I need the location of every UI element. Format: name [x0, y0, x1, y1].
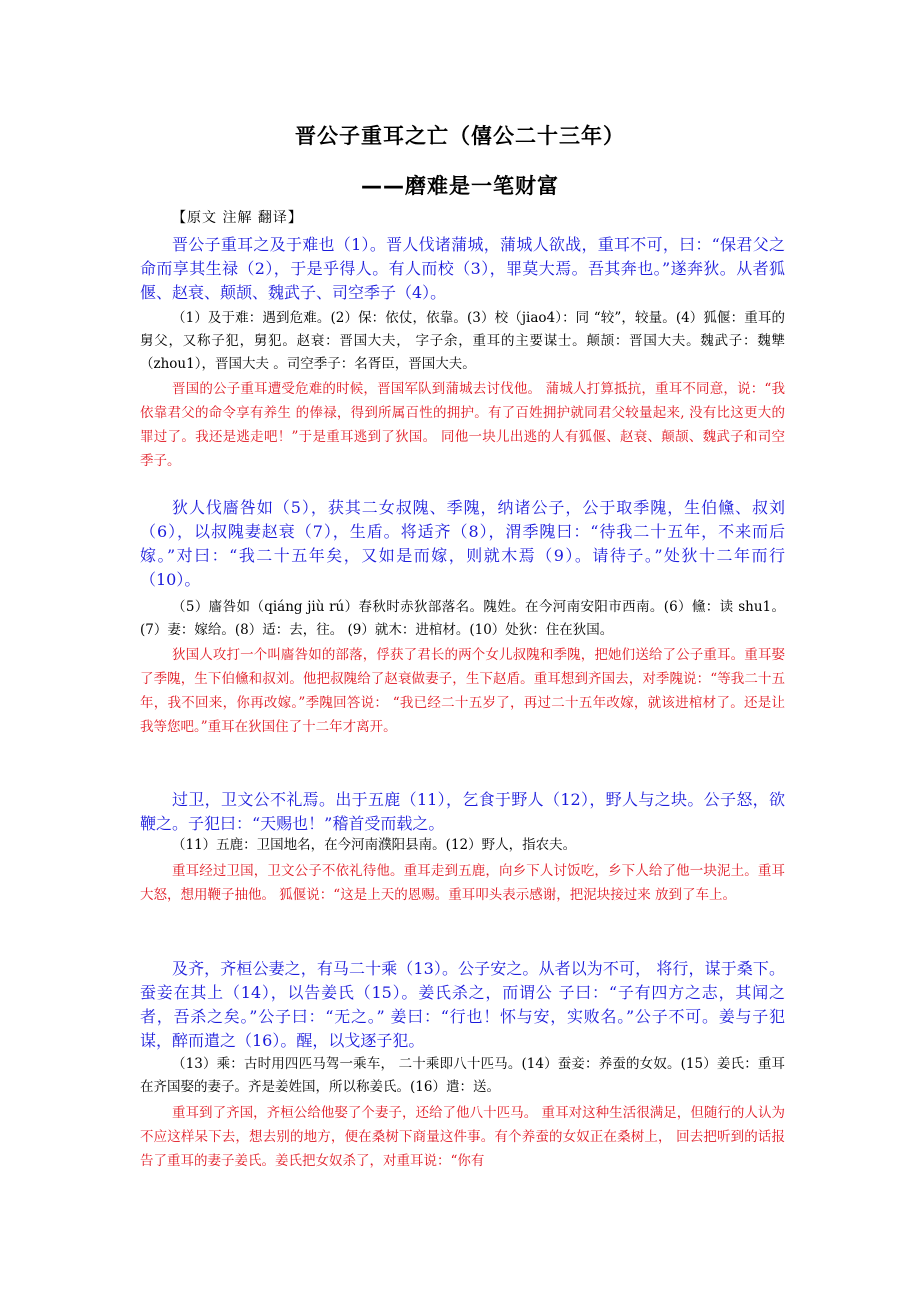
- original-text-1: 晋公子重耳之及于难也（1）。晋人伐诸蒲城，蒲城人欲战，重耳不可，曰：“保君父之命而享其生禄（2），于是乎得人。有人而校（3），罪莫大焉。吾其奔也。”遂奔狄。从者狐偃、赵衰、颠颉、魏武子、司空季子（4）。: [140, 235, 785, 302]
- page-subtitle: ——磨难是一笔财富: [361, 174, 559, 198]
- notes-2: （5）廧咎如（qiáng jiù rú）春秋时赤狄部落名。隗姓。在今河南安阳市西南。(6）儵：读 shu1。(7）妻：嫁给。(8）适：去，往。 (9）就木：进棺材。(10）处狄：住在狄国。: [140, 599, 785, 638]
- translation-1: 晋国的公子重耳遭受危难的时候，晋国军队到蒲城去讨伐他。 蒲城人打算抵抗，重耳不同意，说：“我依靠君父的命令享有养生 的俸禄，得到所属百性的拥护。有了百姓拥护就同君父较量起来, 没有比这更大的罪过了。我还是逃走吧！”于是重耳逃到了狄国。 同他一块儿出逃的人有狐偃、赵衰、颠颉、魏武子和司空季子。: [140, 381, 785, 469]
- translation-2: 狄国人攻打一个叫廧咎如的部落，俘获了君长的两个女儿叔隗和季隗，把她们送给了公子重耳。重耳娶了季隗，生下伯儵和叔刘。他把叔隗给了赵衰做妻子，生下赵盾。重耳想到齐国去，对季隗说：“等我二十五年，我不回来，你再改嫁。”季隗回答说： “我已经二十五岁了，再过二十五年改嫁，就该进棺材了。还是让 我等您吧。”重耳在狄国住了十二年才离开。: [140, 647, 785, 735]
- page-title: 晋公子重耳之亡（僖公二十三年）: [295, 124, 625, 148]
- original-text-4: 及齐，齐桓公妻之，有马二十乘（13）。公子安之。从者以为不可， 将行，谋于桑下。蚕妾在其上（14），以告姜氏（15）。姜氏杀之，而谓公 子曰：“子有四方之志，其闻之者，吾杀之矣。”公子曰：“无之。” 姜曰：“行也！怀与安，实败名。”公子不可。姜与子犯谋，醉而遣之（16）。醒，以戈逐子犯。: [140, 959, 785, 1050]
- notes-3: （11）五鹿：卫国地名，在今河南濮阳县南。(12）野人，指农夫。: [172, 837, 577, 853]
- original-text-2: 狄人伐廧咎如（5），获其二女叔隗、季隗，纳诸公子，公于取季隗，生伯儵、叔刘（6），以叔隗妻赵衰（7），生盾。将适齐（8），渭季隗曰：“待我二十五年，不来而后嫁。”对曰：“我二十五年矣，又如是而嫁，则就木焉（9）。请待子。”处狄十二年而行（10）。: [140, 498, 785, 589]
- translation-3: 重耳经过卫国，卫文公子不依礼待他。重耳走到五鹿，向乡下人讨饭吃，乡下人给了他一块泥土。重耳大怒，想用鞭子抽他。 狐偃说：“这是上天的恩赐。重耳叩头表示感谢，把泥块接过来 放到了车上。: [140, 863, 785, 903]
- section-label: 【原文 注解 翻译】: [172, 210, 303, 226]
- translation-4: 重耳到了齐国，齐桓公给他娶了个妻子，还给了他八十匹马。 重耳对这种生活很满足，但随行的人认为不应这样呆下去，想去别的地方，便在桑树下商量这件事。有个养蚕的女奴正在桑树上， 回去把听到的话报告了重耳的妻子姜氏。姜氏把女奴杀了，对重耳说：“你有: [140, 1105, 785, 1169]
- notes-1: （1）及于难：遇到危难。(2）保：依仗，依靠。(3）校（jiao4）：同 “较”，较量。(4）狐偃：重耳的舅父，又称子犯，舅犯。赵衰：晋国大夫， 字子余，重耳的主要谋士。颠颉：晋国大夫。魏武子：魏犨（zhou1），晋国大夫 。司空季子：名胥臣，晋国大夫。: [140, 310, 785, 372]
- notes-4: （13）乘：古时用四匹马驾一乘车， 二十乘即八十匹马。(14）蚕妾：养蚕的女奴。(15）姜氏：重耳在齐国娶的妻子。齐是姜姓国，所以称姜氏。(16）遣：送。: [140, 1056, 785, 1095]
- original-text-3: 过卫，卫文公不礼焉。出于五鹿（11），乞食于野人（12），野人与之块。公子怒，欲鞭之。子犯曰：“天赐也！”稽首受而载之。: [140, 790, 785, 833]
